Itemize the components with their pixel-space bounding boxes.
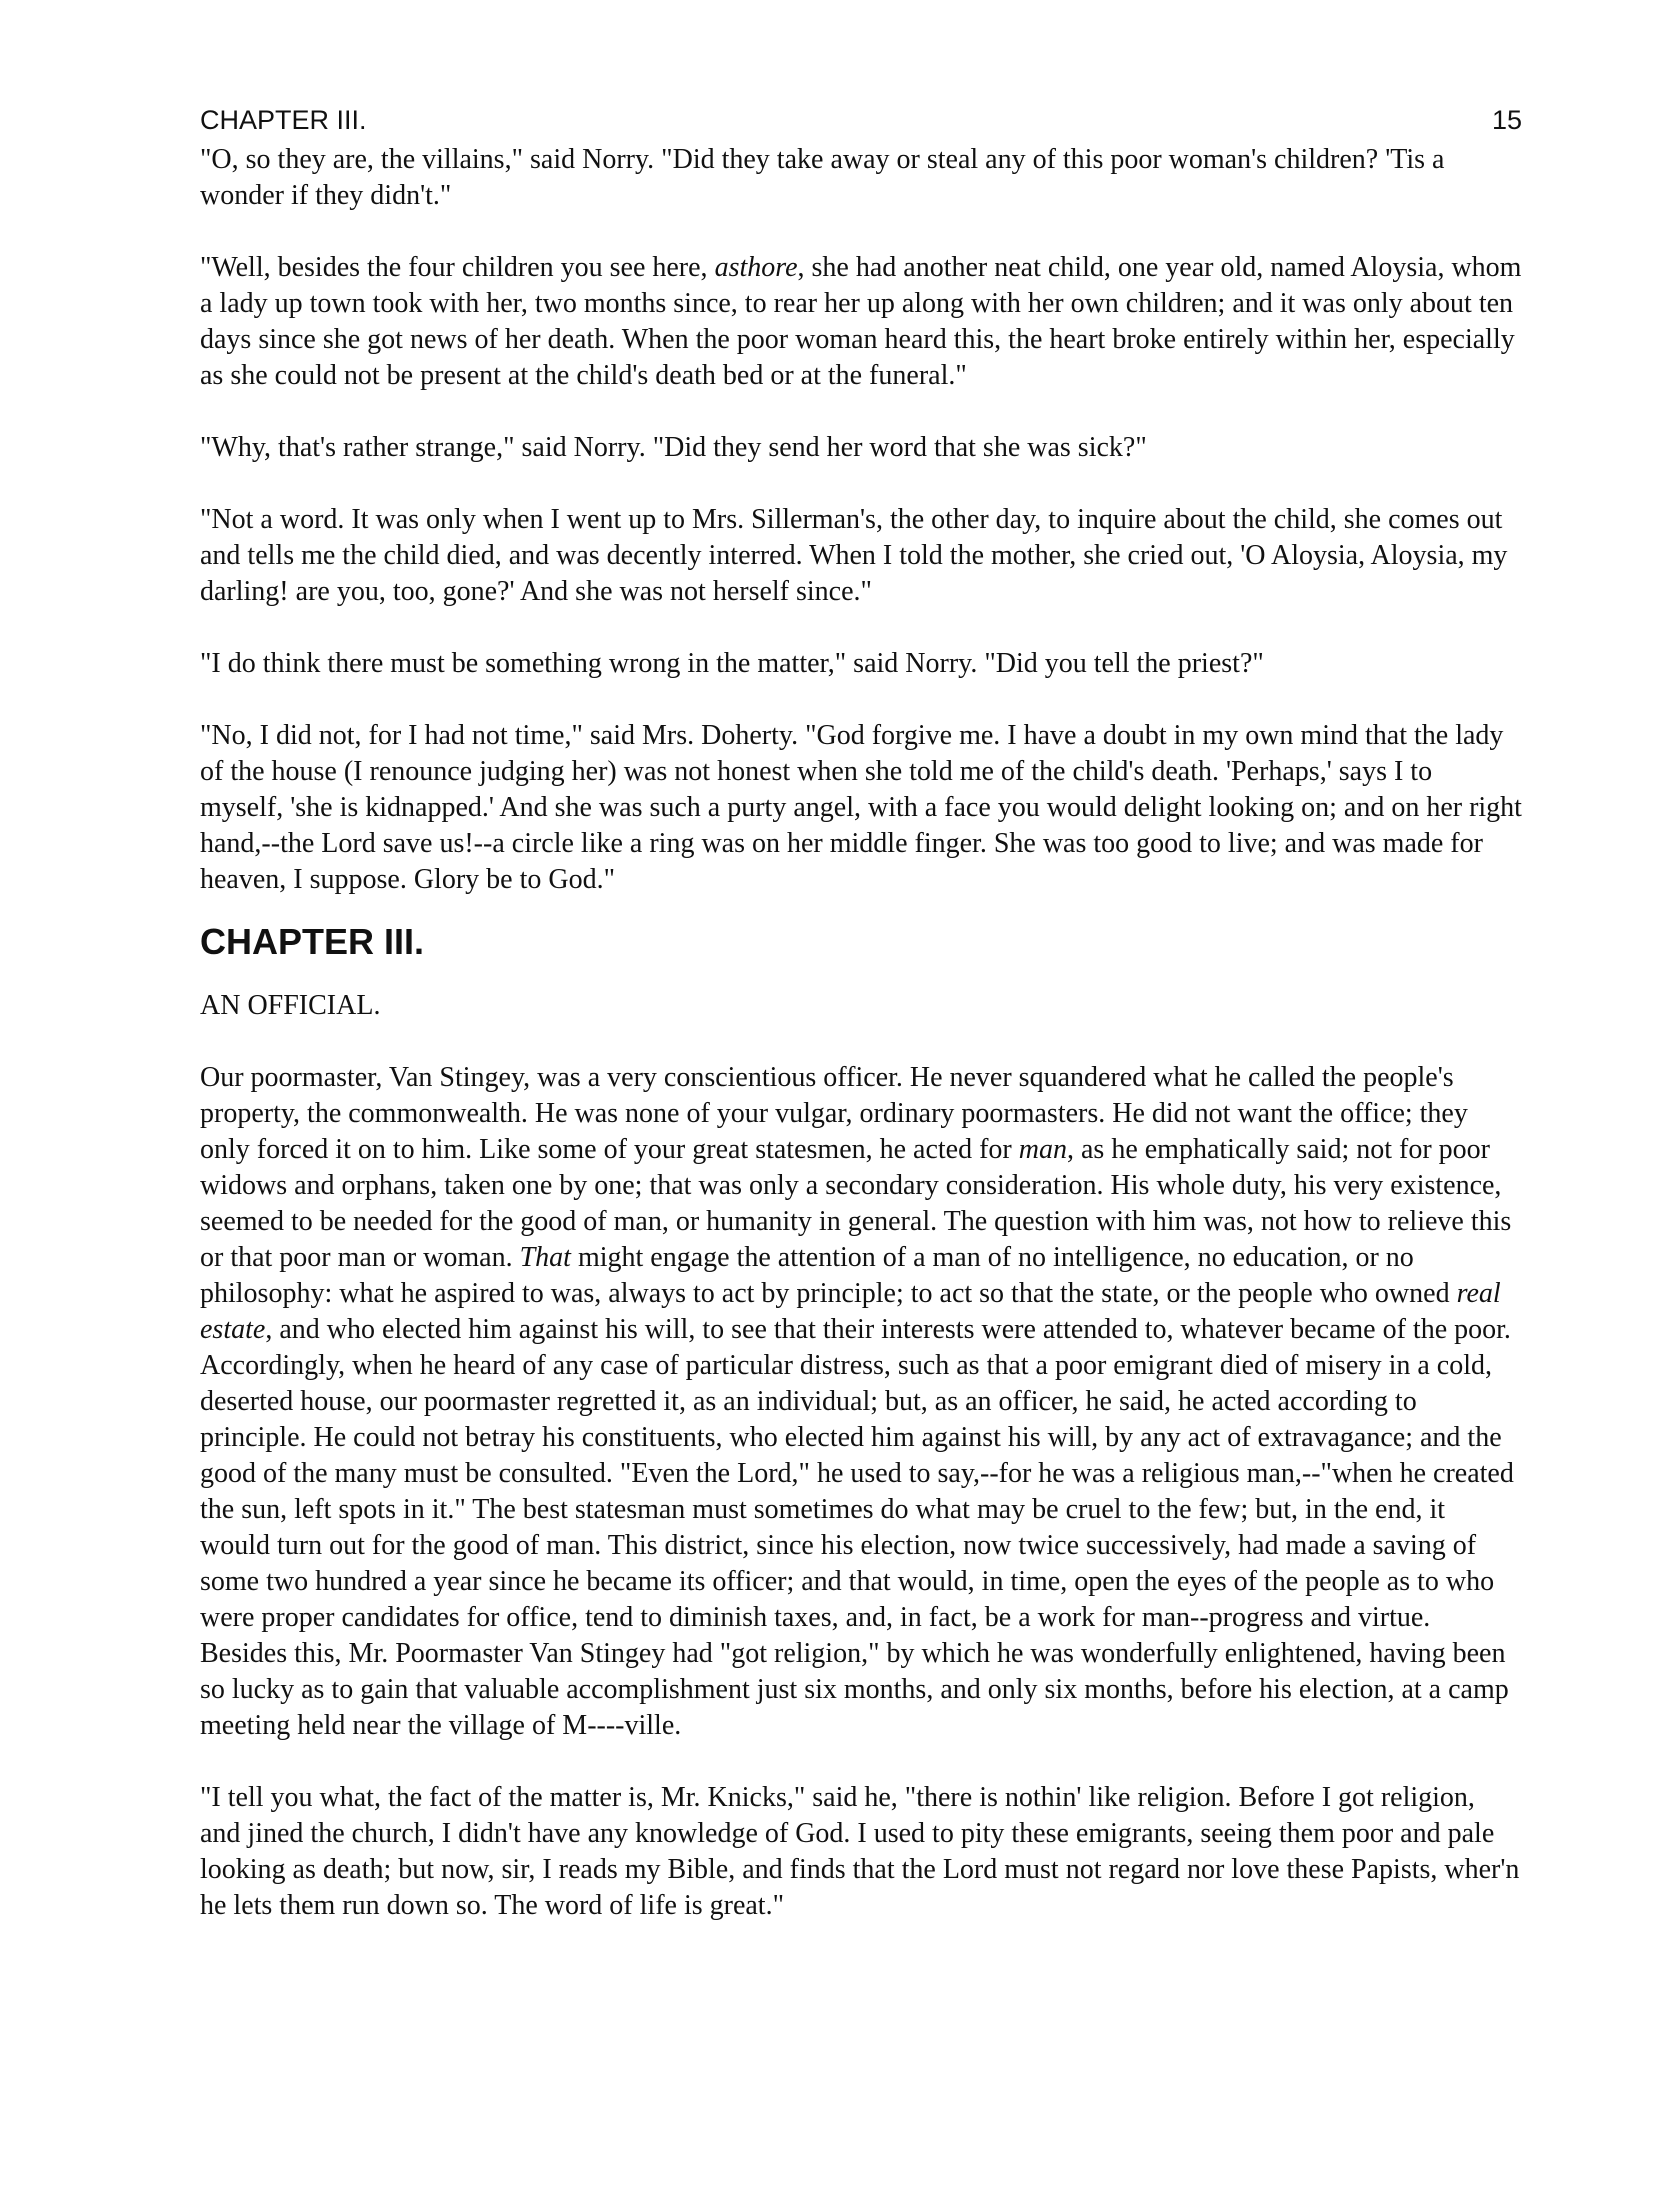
paragraph xyxy=(200,1780,1522,1924)
italic-text-run: That xyxy=(519,1242,571,1273)
text-run: "I do think there must be something wrong in the matter," said Norry. "Did you tell the priest?" xyxy=(200,648,1264,679)
paragraph xyxy=(200,502,1522,610)
italic-text-run: real estate xyxy=(200,1278,1501,1345)
page-number: 15 xyxy=(1491,105,1522,135)
paragraph xyxy=(200,250,1522,394)
book-page xyxy=(200,100,1522,2180)
text-run: Our poormaster, Van Stingey, was a very conscientious officer. He never squandered what he called the people's property, the commonwealth. He was none of your vulgar, ordinary poormasters. He did not want the office; they only forced it on to him. Like some of your great statesmen, he acted for xyxy=(200,1062,1468,1165)
paragraph xyxy=(200,718,1522,898)
text-run: might engage the attention of a man of no intelligence, no education, or no philosophy: what he aspired to was, always to act by principle; to act so that the state, or the people who owned xyxy=(200,1242,1457,1309)
paragraph xyxy=(200,646,1522,682)
text-run: , and who elected him against his will, to see that their interests were attended to, whatever became of the poor. Accordingly, when he heard of any case of particular distress, such as that a poor emigrant died of misery in a cold, deserted house, our poormaster regretted it, as an individual; but, as an officer, he said, he acted according to principle. He could not betray his constituents, who elected him against his will, by any act of extravagance; and the good of the many must be consulted. "Even the Lord," he used to say,--for he was a religious man,--"when he created the sun, left spots in it." The best statesman must sometimes do what may be cruel to the few; but, in the end, it would turn out for the good of man. This district, since his election, now twice successively, had made a saving of some two hundred a year since he became its officer; and that would, in time, open the eyes of the people as to who were proper candidates for office, tend to diminish taxes, and, in fact, be a work for man--progress and virtue. Besides this, Mr. Poormaster Van Stingey had "got religion," by which he was wonderfully enlightened, having been so lucky as to gain that valuable accomplishment just six months, and only six months, before his election, at a camp meeting held near the village of M----ville. xyxy=(200,1314,1514,1741)
paragraph xyxy=(200,430,1522,466)
text-run: "Why, that's rather strange," said Norry. "Did they send her word that she was sick?" xyxy=(200,432,1147,463)
running-title: CHAPTER III. xyxy=(200,105,367,135)
page-body xyxy=(200,142,1522,1924)
text-run: "O, so they are, the villains," said Norry. "Did they take away or steal any of this poor woman's children? 'Tis a wonder if they didn't." xyxy=(200,144,1445,211)
chapter-heading: CHAPTER III. xyxy=(200,921,425,962)
text-run: , as he emphatically said; not for poor widows and orphans, taken one by one; that was only a secondary consideration. His whole duty, his very existence, seemed to be needed for the good of man, or humanity in general. The question with him was, not how to relieve this or that poor man or woman. xyxy=(200,1134,1512,1273)
text-run: "Well, besides the four children you see here, xyxy=(200,252,715,283)
italic-text-run: man xyxy=(1018,1134,1067,1165)
text-run: "I tell you what, the fact of the matter is, Mr. Knicks," said he, "there is nothin' like religion. Before I got religion, and jined the church, I didn't have any knowledge of God. I used to pity these emigrants, seeing them poor and pale looking as death; but now, sir, I reads my Bible, and finds that the Lord must not regard nor love these Papists, wher'n he lets them run down so. The word of life is great." xyxy=(200,1782,1520,1921)
chapter-subtitle: AN OFFICIAL. xyxy=(200,990,381,1021)
paragraph xyxy=(200,142,1522,214)
text-run: "Not a word. It was only when I went up to Mrs. Sillerman's, the other day, to inquire about the child, she comes out and tells me the child died, and was decently interred. When I told the mother, she cried out, 'O Aloysia, Aloysia, my darling! are you, too, gone?' And she was not herself since." xyxy=(200,504,1508,607)
italic-text-run: asthore xyxy=(714,252,798,283)
running-header xyxy=(200,100,1522,140)
paragraph xyxy=(200,1060,1522,1744)
text-run: "No, I did not, for I had not time," said Mrs. Doherty. "God forgive me. I have a doubt in my own mind that the lady of the house (I renounce judging her) was not honest when she told me of the child's death. 'Perhaps,' says I to myself, 'she is kidnapped.' And she was such a purty angel, with a face you would delight looking on; and on her right hand,--the Lord save us!--a circle like a ring was on her middle finger. She was too good to live; and was made for heaven, I suppose. Glory be to God." xyxy=(200,720,1522,895)
text-run: , she had another neat child, one year old, named Aloysia, whom a lady up town took with her, two months since, to rear her up along with her own children; and it was only about ten days since she got news of her death. When the poor woman heard this, the heart broke entirely within her, especially as she could not be present at the child's death bed or at the funeral." xyxy=(200,252,1522,391)
